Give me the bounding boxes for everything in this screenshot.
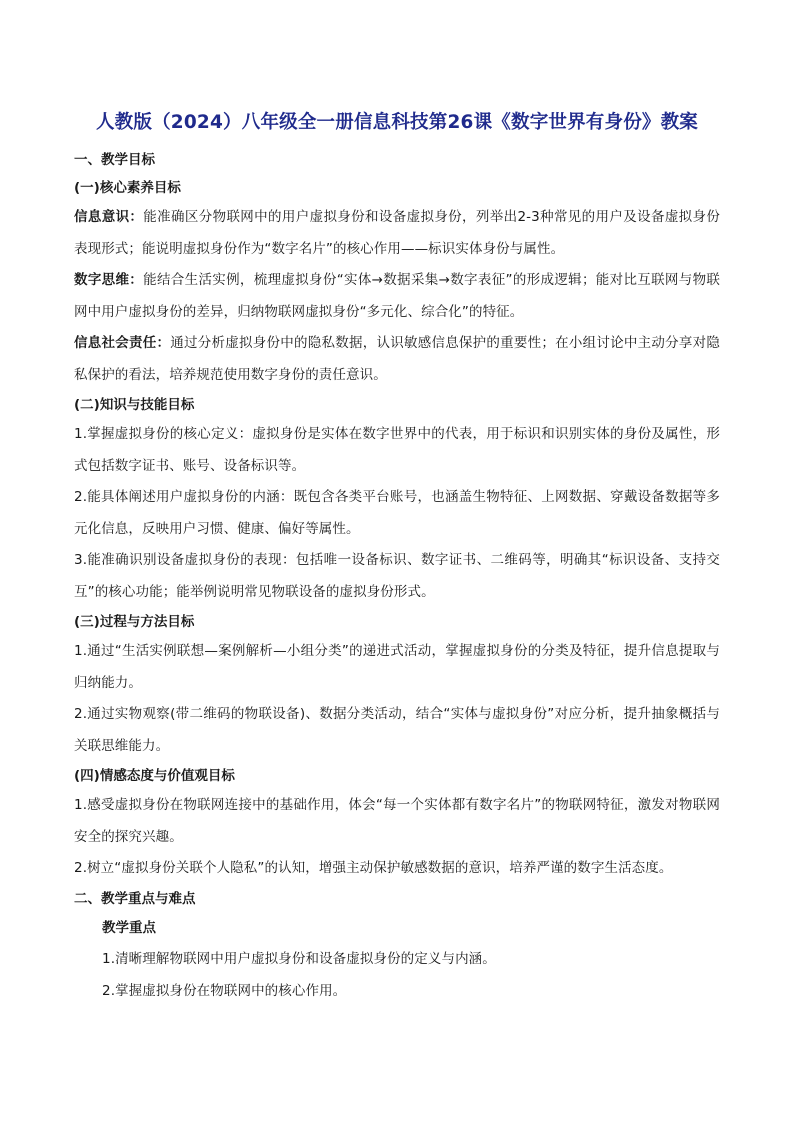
paragraph-lead: 数字思维： xyxy=(74,272,144,288)
paragraph-digital-thinking xyxy=(74,265,720,328)
paragraph-social-responsibility xyxy=(74,328,720,391)
subsection-heading-teaching-focus: 教学重点 xyxy=(102,919,156,936)
paragraph-lead: 信息意识： xyxy=(74,209,144,225)
list-item: 2.树立“虚拟身份关联个人隐私”的认知，增强主动保护敏感数据的意识，培养严谨的数字生活态度。 xyxy=(74,860,673,876)
list-item: 1.清晰理解物联网中用户虚拟身份和设备虚拟身份的定义与内涵。 xyxy=(102,951,496,967)
document-title: 人教版（2024）八年级全一册信息科技第26课《数字世界有身份》教案 xyxy=(95,112,699,133)
list-item: 1.感受虚拟身份在物联网连接中的基础作用，体会“每一个实体都有数字名片”的物联网特征，激发对物联网安全的探究兴趣。 xyxy=(74,797,720,845)
paragraph-information-awareness xyxy=(74,202,720,265)
paragraph-text: 通过分析虚拟身份中的隐私数据，认识敏感信息保护的重要性；在小组讨论中主动分享对隐私保护的看法，培养规范使用数字身份的责任意识。 xyxy=(74,335,720,383)
paragraph-text: 能准确区分物联网中的用户虚拟身份和设备虚拟身份，列举出2-3种常见的用户及设备虚拟身份表现形式；能说明虚拟身份作为“数字名片”的核心作用——标识实体身份与属性。 xyxy=(74,209,720,257)
paragraph-text: 能结合生活实例，梳理虚拟身份“实体→数据采集→数字表征”的形成逻辑；能对比互联网与物联网中用户虚拟身份的差异，归纳物联网虚拟身份“多元化、综合化”的特征。 xyxy=(74,272,721,320)
section-heading-objectives: 一、教学目标 xyxy=(74,152,155,168)
paragraph-lead: 信息社会责任： xyxy=(74,335,171,351)
subsection-heading-process-methods: (三)过程与方法目标 xyxy=(74,614,195,630)
subsection-heading-values: (四)情感态度与价值观目标 xyxy=(74,768,235,784)
list-item: 2.掌握虚拟身份在物联网中的核心作用。 xyxy=(102,982,347,999)
section-heading-key-points: 二、教学重点与难点 xyxy=(74,890,196,907)
list-item: 3.能准确识别设备虚拟身份的表现：包括唯一设备标识、数字证书、二维码等，明确其“标识设备、支持交互”的核心功能；能举例说明常见物联设备的虚拟身份形式。 xyxy=(74,552,720,600)
subsection-heading-core-literacy: (一)核心素养目标 xyxy=(74,180,181,196)
subsection-heading-knowledge-skills: (二)知识与技能目标 xyxy=(74,397,195,413)
list-item: 1.通过“生活实例联想—案例解析—小组分类”的递进式活动，掌握虚拟身份的分类及特征，提升信息提取与归纳能力。 xyxy=(74,643,720,691)
list-item: 1.掌握虚拟身份的核心定义：虚拟身份是实体在数字世界中的代表，用于标识和识别实体的身份及属性，形式包括数字证书、账号、设备标识等。 xyxy=(74,426,720,474)
list-item: 2.能具体阐述用户虚拟身份的内涵：既包含各类平台账号，也涵盖生物特征、上网数据、穿戴设备数据等多元化信息，反映用户习惯、健康、偏好等属性。 xyxy=(74,489,720,537)
list-item: 2.通过实物观察(带二维码的物联设备)、数据分类活动，结合“实体与虚拟身份”对应分析，提升抽象概括与关联思维能力。 xyxy=(74,706,720,754)
